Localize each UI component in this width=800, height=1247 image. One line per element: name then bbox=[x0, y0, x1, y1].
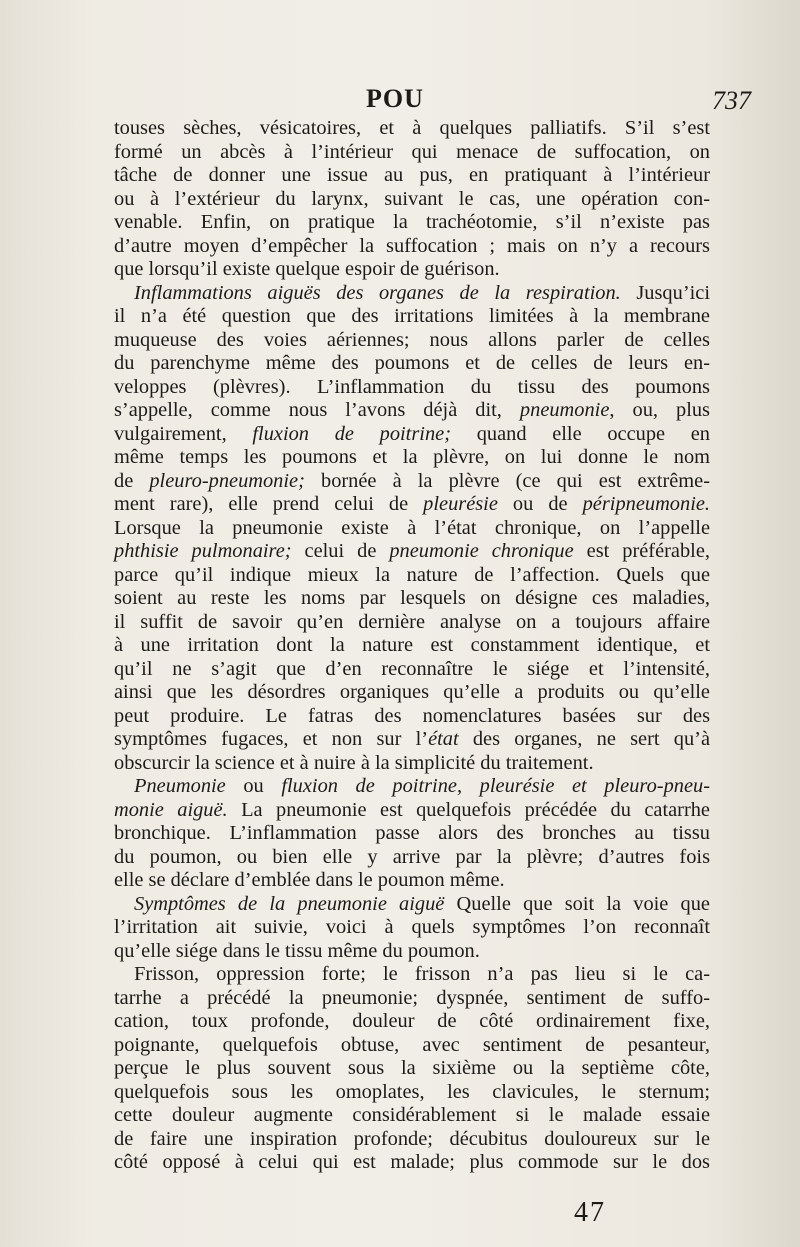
text-line bbox=[114, 399, 710, 423]
text-segment: à une irritation dont la nature est constamment identique, et bbox=[114, 634, 710, 656]
italic-text-segment: pleurésie bbox=[423, 493, 498, 515]
italic-text-segment: monie aiguë. bbox=[114, 798, 228, 821]
text-line bbox=[114, 188, 710, 212]
text-line bbox=[114, 493, 710, 517]
text-segment: d’autre moyen d’empêcher la suffocation ; mais on n’y a recours bbox=[114, 234, 710, 257]
text-segment: il suffit de savoir qu’en dernière analyse on a toujours affaire bbox=[114, 610, 710, 633]
text-line bbox=[114, 940, 710, 964]
italic-text-segment: pleuro-pneumonie; bbox=[149, 469, 305, 492]
text-line bbox=[114, 681, 710, 705]
text-line bbox=[114, 705, 710, 729]
text-segment: formé un abcès à l’intérieur qui menace de suffocation, on bbox=[114, 140, 710, 163]
text-line bbox=[114, 305, 710, 329]
text-segment: bornée à la plèvre (ce qui est extrême- bbox=[304, 469, 710, 492]
text-segment: venable. Enfin, on pratique la trachéotomie, s’il n’existe pas bbox=[114, 211, 710, 233]
text-segment: du parenchyme même des poumons et de celles de leurs en- bbox=[114, 352, 710, 374]
text-segment: tarrhe a précédé la pneumonie; dyspnée, sentiment de suffo- bbox=[114, 986, 710, 1009]
text-segment: Frisson, oppression forte; le frisson n’a pas lieu si le ca- bbox=[134, 963, 710, 985]
text-segment: parce qu’il indique mieux la nature de l’affection. Quels que bbox=[114, 563, 710, 586]
text-line bbox=[114, 1128, 710, 1152]
text-segment: bronchique. L’inflammation passe alors des bronches au tissu bbox=[114, 822, 710, 844]
italic-text-segment: Symptômes de la pneumonie aiguë bbox=[134, 892, 445, 915]
text-segment: quand elle occupe en bbox=[451, 422, 711, 445]
text-segment: Jusqu’ici bbox=[620, 281, 710, 304]
text-segment: s’appelle, comme nous l’avons déjà dit, bbox=[114, 399, 520, 421]
text-segment: même temps les poumons et la plèvre, on lui donne le nom bbox=[114, 446, 710, 468]
text-segment: touses sèches, vésicatoires, et à quelques palliatifs. S’il s’est bbox=[114, 117, 710, 139]
text-segment: celui de bbox=[291, 540, 390, 562]
text-line bbox=[114, 1104, 710, 1128]
text-line bbox=[114, 634, 710, 658]
text-line bbox=[114, 963, 710, 987]
text-line bbox=[114, 658, 710, 682]
text-segment: des organes, ne sert qu’à bbox=[458, 728, 710, 750]
text-segment: poignante, quelquefois obtuse, avec sentiment de pesanteur, bbox=[114, 1033, 710, 1056]
text-line bbox=[114, 517, 710, 541]
text-line bbox=[114, 258, 710, 282]
text-segment: cation, toux profonde, douleur de côté ordinairement fixe, bbox=[114, 1010, 710, 1032]
text-segment: La pneumonie est quelquefois précédée du catarrhe bbox=[227, 798, 710, 821]
italic-text-segment: état bbox=[428, 728, 459, 750]
text-segment: que lorsqu’il existe quelque espoir de guérison. bbox=[114, 258, 500, 280]
text-line bbox=[114, 211, 710, 235]
text-line bbox=[114, 1034, 710, 1058]
body-text bbox=[114, 117, 710, 1175]
text-segment: ainsi que les désordres organiques qu’elle a produits ou qu’elle bbox=[114, 681, 710, 703]
text-segment: quelquefois sous les omoplates, les clavicules, le sternum; bbox=[114, 1080, 710, 1103]
text-segment: soient au reste les noms par lesquels on désigne ces maladies, bbox=[114, 587, 710, 609]
text-line bbox=[114, 352, 710, 376]
text-segment: il n’a été question que des irritations limitées à la membrane bbox=[114, 305, 710, 327]
text-line bbox=[114, 728, 710, 752]
text-line bbox=[114, 846, 710, 870]
text-line bbox=[114, 470, 710, 494]
text-segment: qu’il ne s’agit que d’en reconnaître le siége et l’intensité, bbox=[114, 657, 710, 680]
text-line bbox=[114, 1151, 710, 1175]
text-line bbox=[114, 329, 710, 353]
text-line bbox=[114, 869, 710, 893]
text-segment: ou de bbox=[497, 493, 583, 515]
text-line bbox=[114, 1057, 710, 1081]
text-segment: tâche de donner une issue au pus, en pratiquant à l’intérieur bbox=[114, 164, 710, 186]
text-line bbox=[114, 1081, 710, 1105]
running-head: POU bbox=[366, 84, 424, 113]
text-line bbox=[114, 564, 710, 588]
text-segment: cette douleur augmente considérablement si le malade essaie bbox=[114, 1104, 710, 1126]
text-line bbox=[114, 987, 710, 1011]
text-line bbox=[114, 376, 710, 400]
text-segment: qu’elle siége dans le tissu même du poumon. bbox=[114, 939, 480, 962]
text-segment: , ou, plus bbox=[609, 399, 710, 421]
text-segment: de bbox=[114, 469, 150, 492]
text-line bbox=[114, 587, 710, 611]
page-number: 737 bbox=[712, 86, 751, 115]
italic-text-segment: fluxion de poitrine; bbox=[252, 422, 451, 445]
text-segment: Quelle que soit la voie que bbox=[444, 892, 710, 915]
text-segment: ou à l’extérieur du larynx, suivant le cas, une opération con- bbox=[114, 187, 710, 210]
text-segment: elle se déclare d’emblée dans le poumon même. bbox=[114, 869, 505, 891]
text-segment: obscurcir la science et à nuire à la simplicité du traitement. bbox=[114, 751, 594, 774]
italic-text-segment: péripneumonie. bbox=[582, 493, 711, 515]
text-line bbox=[114, 799, 710, 823]
text-line bbox=[114, 164, 710, 188]
text-line bbox=[114, 822, 710, 846]
italic-text-segment: Pneumonie bbox=[134, 775, 226, 797]
text-segment: est préférable, bbox=[573, 540, 710, 562]
text-line bbox=[114, 446, 710, 470]
italic-text-segment: pneumonie bbox=[519, 399, 610, 421]
text-segment: de faire une inspiration profonde; décubitus douloureux sur le bbox=[114, 1127, 710, 1150]
text-segment: muqueuse des voies aériennes; nous allons parler de celles bbox=[114, 328, 710, 351]
text-line bbox=[114, 916, 710, 940]
text-segment: perçue le plus souvent sous la sixième ou la septième côte, bbox=[114, 1057, 710, 1079]
page-header bbox=[0, 80, 800, 120]
text-line bbox=[114, 540, 710, 564]
text-segment: ou bbox=[225, 775, 282, 797]
text-line bbox=[114, 117, 710, 141]
text-segment: côté opposé à celui qui est malade; plus commode sur le dos bbox=[114, 1151, 710, 1173]
text-segment: Lorsque la pneumonie existe à l’état chronique, on l’appelle bbox=[114, 516, 710, 539]
text-line bbox=[114, 141, 710, 165]
text-segment: ment rare), elle prend celui de bbox=[114, 493, 424, 515]
text-line bbox=[114, 752, 710, 776]
text-line bbox=[114, 893, 710, 917]
text-line bbox=[114, 1010, 710, 1034]
italic-text-segment: pneumonie chronique bbox=[389, 540, 574, 562]
text-line bbox=[114, 611, 710, 635]
italic-text-segment: phthisie pulmonaire; bbox=[114, 540, 292, 562]
text-segment: vulgairement, bbox=[114, 422, 253, 445]
text-segment: veloppes (plèvres). L’inflammation du tissu des poumons bbox=[114, 375, 710, 398]
signature-mark: 47 bbox=[574, 1197, 606, 1228]
text-line bbox=[114, 235, 710, 259]
text-segment: peut produire. Le fatras des nomenclatures basées sur des bbox=[114, 704, 710, 727]
italic-text-segment: fluxion de poitrine, pleurésie et pleuro-pneu- bbox=[281, 775, 711, 797]
text-segment: du poumon, ou bien elle y arrive par la plèvre; d’autres fois bbox=[114, 845, 710, 868]
text-line bbox=[114, 423, 710, 447]
text-line bbox=[114, 775, 710, 799]
text-segment: symptômes fugaces, et non sur l’ bbox=[114, 728, 429, 750]
text-segment: l’irritation ait suivie, voici à quels symptômes l’on reconnaît bbox=[114, 916, 710, 938]
italic-text-segment: Inflammations aiguës des organes de la respiration. bbox=[134, 281, 621, 304]
text-line bbox=[114, 282, 710, 306]
